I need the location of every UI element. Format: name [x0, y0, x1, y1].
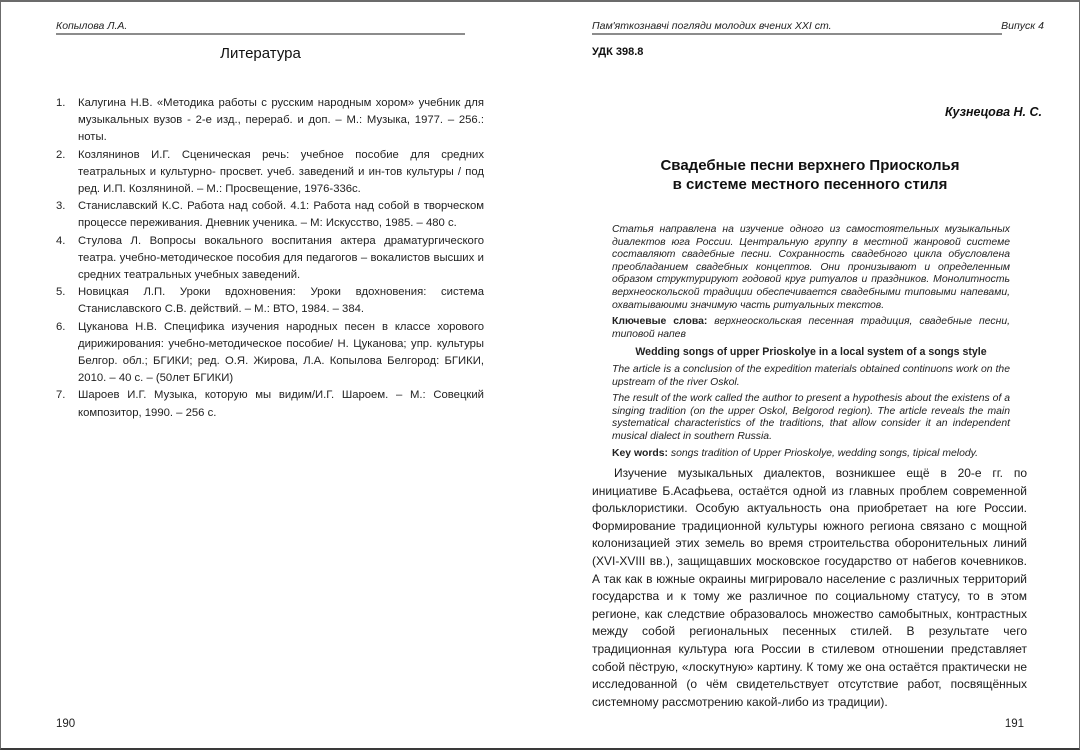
- reference-item: [56, 147, 484, 199]
- reference-list: [56, 95, 484, 422]
- keywords-ru-text: верхнеоскольская песенная традиция, свадебные песни, типовой напев: [612, 316, 1010, 340]
- reference-number: 3.: [56, 200, 66, 213]
- reference-item: [56, 284, 484, 318]
- right-page: [540, 0, 1080, 750]
- keywords-en-label: Key words:: [612, 447, 669, 459]
- running-head-issue: Випуск 4: [1001, 20, 1044, 32]
- udk-code: УДК 398.8: [592, 46, 644, 58]
- keywords-ru-label: Ключевые слова:: [612, 316, 708, 328]
- article-title: [592, 156, 1028, 194]
- reference-item: [56, 198, 484, 232]
- article-title-line: в системе местного песенного стиля: [672, 176, 948, 193]
- english-title: Wedding songs of upper Prioskolye in a local system of a songs style: [635, 346, 987, 359]
- body-paragraph: Изучение музыкальных диалектов, возникшее ещё в 20-е гг. по инициативе Б.Асафьева, остаётся одной из главных проблем современной фольклористики. Особую актуальность она приобретает на юге России. Формирование традиционной культуры южного региона связано с мощной колонизацией этих земель во время строительства оборонительных линий (XVI-XVIII вв.), защищавших московское государство от набегов кочевников. А так как в южные окраины мигрировало население с различных территорий государства и к тому же различное по социальному статусу, то в этом регионе, как следствие образовалось множество самобытных, контрастных между собой региональных песенных стилей. В результате чего традиционная культура юга России в стилевом отношении представляет собой пёструю, «лоскутную» картину. К тому же она остаётся практически не исследованной (о чём свидетельствует отсутствие работ, посвящённых системному рассмотрению какой-либо из традиции).: [592, 466, 1027, 709]
- reference-number: 1.: [56, 97, 66, 109]
- reference-item: [56, 319, 484, 388]
- reference-text: Стулова Л. Вопросы вокального воспитания актера драматургического театра. учебно-методическое пособия для педагогов – вокалистов высших и средних театральных учебных заведений.: [78, 234, 484, 282]
- running-head-journal: Пам'яткознавчі погляди молодих вчених XXI ст.: [592, 20, 832, 32]
- header-rule: [592, 33, 1002, 35]
- reference-text: Шароев И.Г. Музыка, которую мы видим/И.Г. Шароем. – М.: Совецкий композитор, 1990. – 256 с.: [78, 389, 484, 419]
- header-rule: [56, 33, 465, 35]
- keywords-ru: [612, 316, 1010, 341]
- running-head-author: Копылова Л.А.: [56, 20, 128, 32]
- keywords-en: [612, 448, 1010, 461]
- article-title-line: Свадебные песни верхнего Приосколья: [660, 157, 960, 174]
- section-title: Литература: [220, 45, 301, 62]
- reference-text: Цуканова Н.В. Специфика изучения народных песен в классе хорового дирижирования: учебно-методическое пособие/ Н. Цуканова; упр. культуры Белгор. обл.; БГИКИ; ред. О.Я. Жирова, Л.А. Копылова Белгород: БГИКИ, 2010. – 40 с. – (50лет БГИКИ): [78, 320, 484, 385]
- reference-item: [56, 95, 484, 147]
- abstract-en-paragraph: The article is a conclusion of the expedition materials obtained continuons work on the upstream of the river Oskol.: [612, 363, 1010, 388]
- abstract-block: [612, 224, 1010, 464]
- reference-number: 4.: [56, 234, 66, 247]
- page-number: 191: [1004, 718, 1024, 730]
- abstract-ru: Статья направлена на изучение одного из самостоятельных музыкальных диалектов юга России. Центральную группу в местной жанровой системе составляют свадебные песни. Сохранность свадебного цикла обусловлена преобладанием свадебных концептов. Они пронизывают и определенным образом структурируют годовой круг ритуалов и праздников. Монолитность верхнеоскольской традиции обеспечивается свадебными типовыми напевами, охватываюими значимую часть ритуальных текстов.: [612, 224, 1010, 311]
- reference-number: 2.: [56, 148, 66, 161]
- article-author: Кузнецова Н. С.: [944, 105, 1042, 119]
- abstract-en-paragraph: The result of the work called the author to present a hypothesis about the existens of a singing tradition (on the upper Oskol, Belgorod region). The article reveals the main systematical characteristics of the traditions, that allow consider it an independent musical dialect in southern Russia.: [612, 393, 1010, 442]
- reference-text: Станиславский К.С. Работа над собой. 4.1: Работа над собой в творческом процессе переживания. Дневник ученика. – М: Искусство, 1985. – 480 с.: [78, 200, 484, 230]
- reference-number: 6.: [56, 320, 66, 333]
- reference-number: 7.: [56, 389, 66, 402]
- page-number: 190: [56, 718, 76, 730]
- reference-item: [56, 233, 484, 285]
- reference-text: Новицкая Л.П. Уроки вдохновения: Уроки вдохновения: система Станиславского С.В. действий. – М.: ВТО, 1984. – 384.: [78, 286, 484, 316]
- reference-item: [56, 387, 484, 421]
- reference-text: Калугина Н.В. «Методика работы с русским народным хором» учебник для музыкальных вузов - 2-е изд., перераб. и доп. – М.: Музыка, 1977. – 256.: ноты.: [78, 97, 484, 144]
- reference-text: Козлянинов И.Г. Сценическая речь: учебное пособие для средних театральных и культурно- просвет. учеб. заведений и ин-тов культуры / под ред. И.П. Козляниной. – М.: Просвещение, 1976-336с.: [78, 148, 484, 196]
- keywords-en-text: songs tradition of Upper Prioskolye, wedding songs, tipical melody.: [668, 447, 978, 459]
- reference-number: 5.: [56, 286, 66, 299]
